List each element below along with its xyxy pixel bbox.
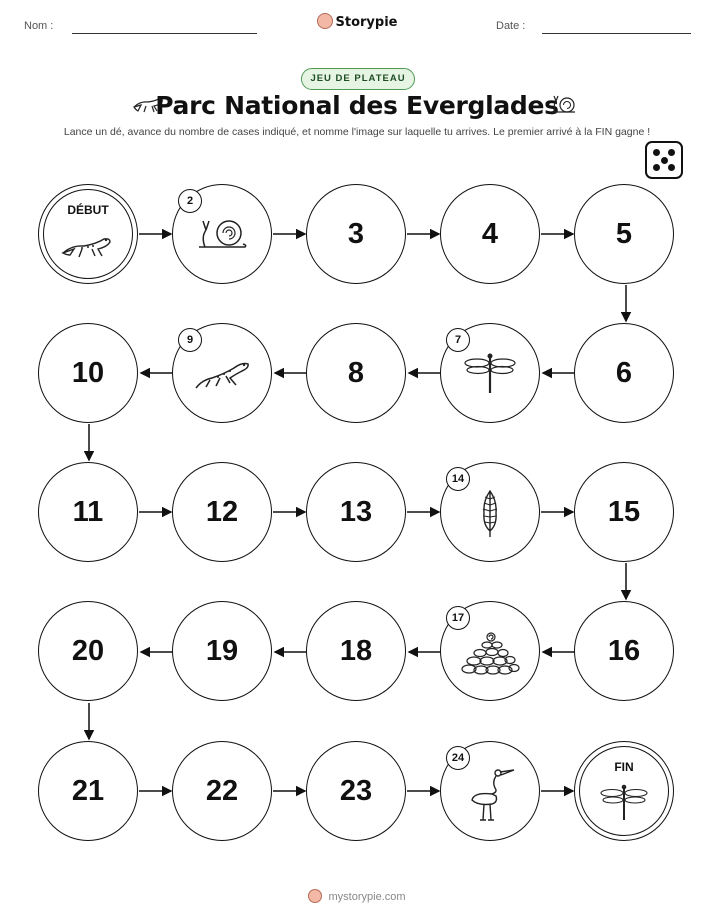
cell-number-badge: 24 [446,746,470,770]
board-cell[interactable] [306,741,406,841]
brand-name: Storypie [335,15,398,30]
cell-number: 5 [615,217,633,250]
cell-number: 6 [615,356,633,389]
cell-number: 13 [339,495,373,528]
board-cell[interactable] [574,462,674,562]
board-cell[interactable] [574,601,674,701]
cell-number: 23 [339,774,373,807]
board-cell[interactable] [440,184,540,284]
oysters-icon [459,631,521,677]
cell-number: 8 [347,356,365,389]
footer [0,889,714,903]
cell-number: 15 [607,495,641,528]
leaf-icon [475,485,505,539]
board-cell[interactable] [574,323,674,423]
cell-number: 18 [339,634,373,667]
board-cell[interactable] [306,184,406,284]
snail-icon [195,215,249,253]
start-label: DÉBUT [67,203,109,217]
finish-label: FIN [614,760,634,774]
date-label: Date : [496,20,526,32]
game-type-badge: JEU DE PLATEAU [301,68,415,90]
board-cell[interactable] [172,462,272,562]
board-cell[interactable] [38,601,138,701]
board-cell[interactable] [306,462,406,562]
name-label: Nom : [24,20,54,32]
start-cell[interactable] [38,184,138,284]
lizard-icon [192,352,252,394]
cell-number: 22 [205,774,239,807]
board-cell[interactable] [172,323,272,423]
cell-number: 12 [205,495,239,528]
cell-number: 10 [71,356,105,389]
board-cell[interactable] [38,323,138,423]
board-cell[interactable] [172,601,272,701]
board-cell[interactable] [440,323,540,423]
cell-number-badge: 9 [178,328,202,352]
lizard-icon [60,225,116,265]
cell-number-badge: 7 [446,328,470,352]
board-cell[interactable] [172,741,272,841]
cell-number-badge: 2 [178,189,202,213]
footer-url[interactable]: mystorypie.com [328,891,406,903]
page-title: Parc National des Everglades [155,91,559,120]
finish-cell[interactable] [574,741,674,841]
board-cell[interactable] [574,184,674,284]
board-cell[interactable] [306,323,406,423]
instructions: Lance un dé, avance du nombre de cases indiqué, et nomme l'image sur laquelle tu arrives. Le premier arrivé à la FIN gagne ! [63,126,651,138]
board-cell[interactable] [172,184,272,284]
board-cell[interactable] [440,601,540,701]
board-cell[interactable] [440,462,540,562]
cell-number: 21 [71,774,105,807]
cell-number-badge: 14 [446,467,470,491]
cell-number: 16 [607,634,641,667]
board-cell[interactable] [306,601,406,701]
cell-number: 11 [72,495,104,528]
dragonfly-icon [463,351,517,395]
heron-icon [464,764,516,824]
board-cell[interactable] [38,462,138,562]
cell-number-badge: 17 [446,606,470,630]
cell-number: 20 [71,634,105,667]
board-cell[interactable] [440,741,540,841]
storypie-mascot-icon [308,889,322,903]
cell-number: 4 [481,217,499,250]
cell-number: 3 [347,217,365,250]
board-cell[interactable] [38,741,138,841]
cell-number: 19 [205,634,239,667]
dragonfly-icon [599,783,649,821]
